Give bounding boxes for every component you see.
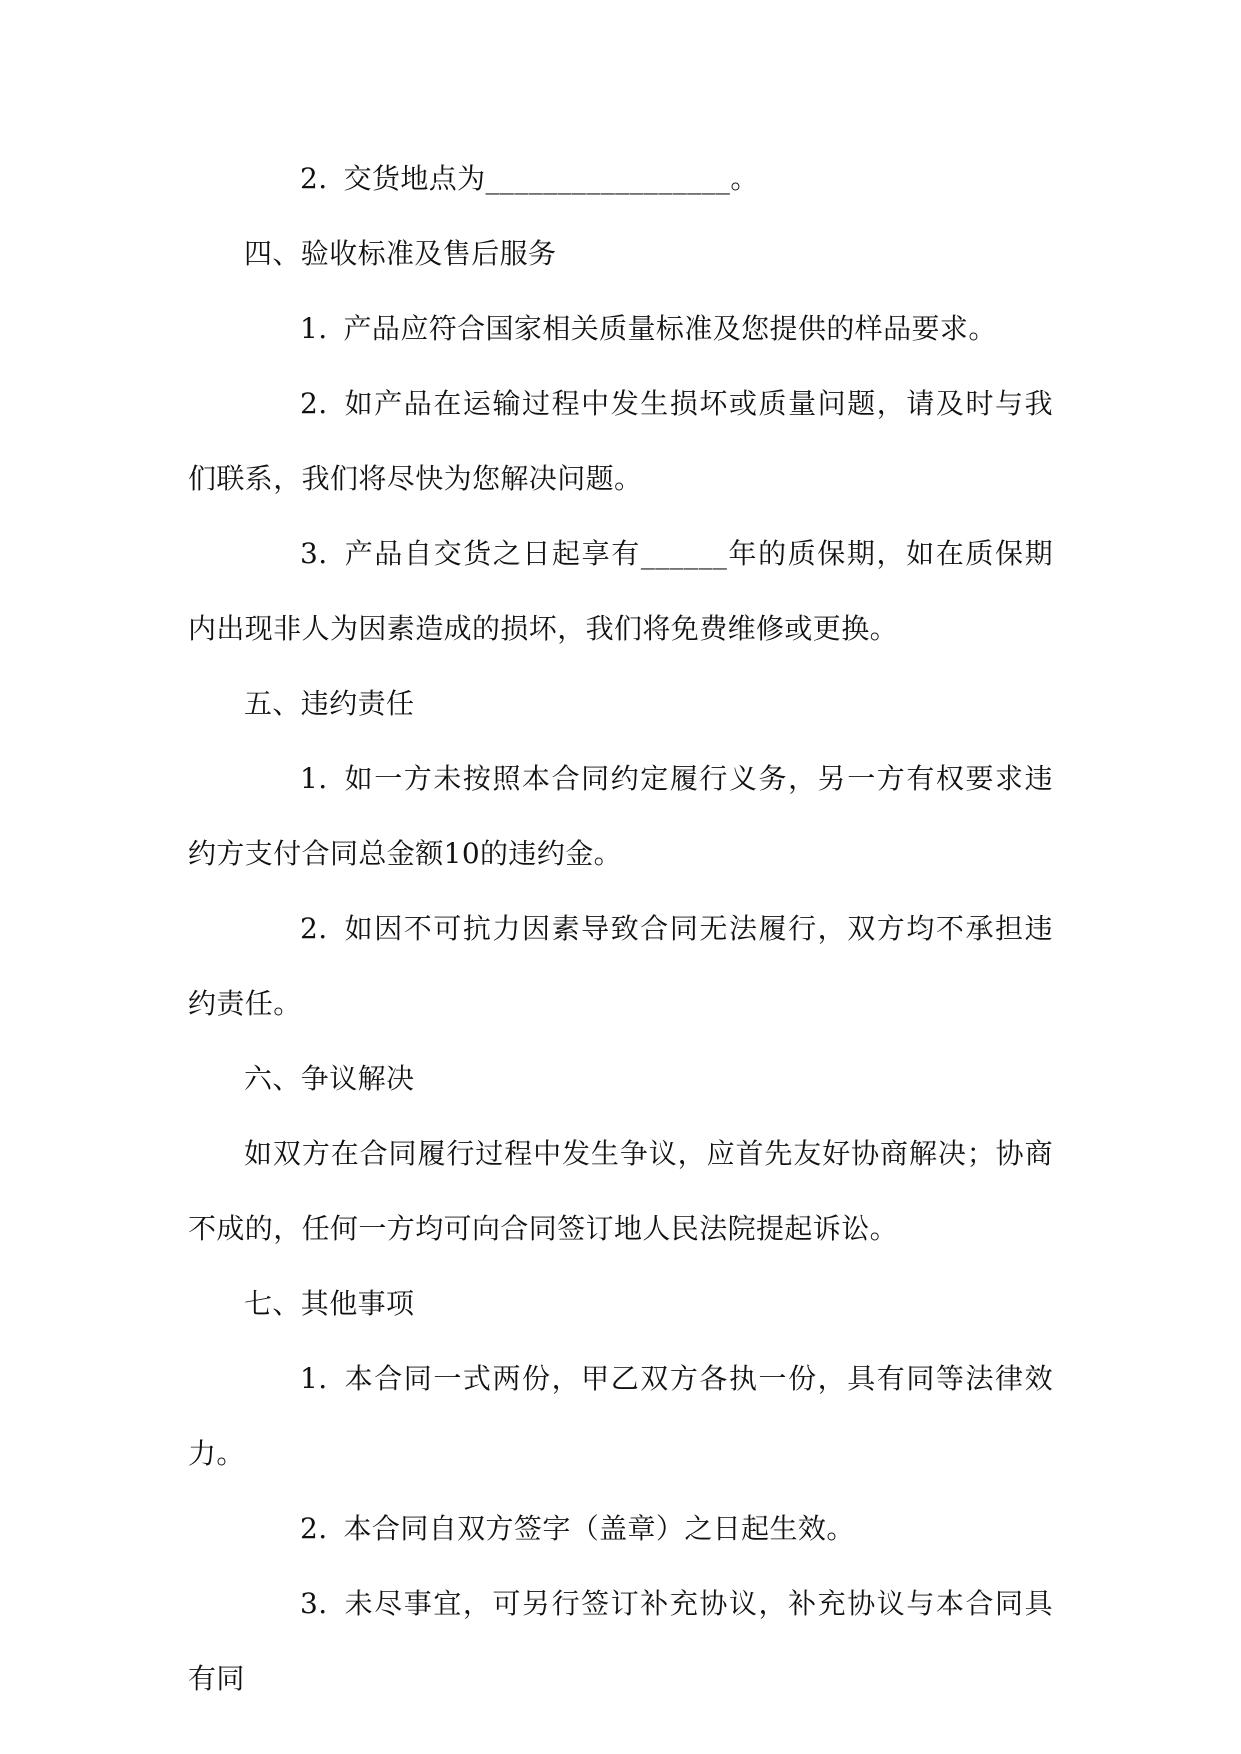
paragraph-text: 如产品在运输过程中发生损坏或质量问题，请及时与我们联系，我们将尽快为您解决问题。 [188, 387, 1053, 495]
paragraph-number: 2. [300, 162, 328, 195]
paragraph-dispute-resolution [188, 1116, 1053, 1266]
paragraph-text: 本合同一式两份，甲乙双方各执一份，具有同等法律效力。 [188, 1362, 1053, 1470]
section-heading-other [188, 1266, 1053, 1341]
paragraph-number: 2. [300, 387, 328, 420]
paragraph-effective-date [188, 1491, 1053, 1566]
paragraph-number: 1. [300, 762, 328, 795]
paragraph-number: 1. [300, 1362, 328, 1395]
section-heading-text: 七、其他事项 [244, 1287, 415, 1320]
paragraph-force-majeure [188, 891, 1053, 1041]
section-heading-text: 四、验收标准及售后服务 [244, 237, 557, 270]
paragraph-text: 本合同自双方签字（盖章）之日起生效。 [343, 1512, 855, 1545]
paragraph-number: 3. [300, 1587, 328, 1620]
section-heading-acceptance [188, 216, 1053, 291]
paragraph-quality-standard [188, 291, 1053, 366]
section-heading-text: 六、争议解决 [244, 1062, 415, 1095]
section-heading-text: 五、违约责任 [244, 687, 415, 720]
paragraph-warranty [188, 516, 1053, 666]
section-heading-breach [188, 666, 1053, 741]
paragraph-text: 未尽事宜，可另行签订补充协议，补充协议与本合同具有同 [188, 1587, 1053, 1695]
paragraph-number: 2. [300, 1512, 328, 1545]
paragraph-text: 如双方在合同履行过程中发生争议，应首先友好协商解决；协商不成的，任何一方均可向合同签订地人民法院提起诉讼。 [188, 1137, 1053, 1245]
paragraph-text: 产品自交货之日起享有______年的质保期，如在质保期内出现非人为因素造成的损坏，我们将免费维修或更换。 [188, 537, 1053, 645]
paragraph-text: 如因不可抗力因素导致合同无法履行，双方均不承担违约责任。 [188, 912, 1053, 1020]
paragraph-penalty [188, 741, 1053, 891]
paragraph-text: 交货地点为_________________。 [343, 162, 759, 195]
paragraph-supplementary [188, 1566, 1053, 1716]
paragraph-number: 1. [300, 312, 328, 345]
paragraph-number: 2. [300, 912, 328, 945]
paragraph-text: 如一方未按照本合同约定履行义务，另一方有权要求违约方支付合同总金额10的违约金。 [188, 762, 1053, 870]
paragraph-damage-contact [188, 366, 1053, 516]
paragraph-delivery-location [188, 141, 1053, 216]
paragraph-text: 产品应符合国家相关质量标准及您提供的样品要求。 [343, 312, 997, 345]
section-heading-dispute [188, 1041, 1053, 1116]
paragraph-copies [188, 1341, 1053, 1491]
document-body [188, 141, 1053, 1716]
paragraph-number: 3. [300, 537, 328, 570]
